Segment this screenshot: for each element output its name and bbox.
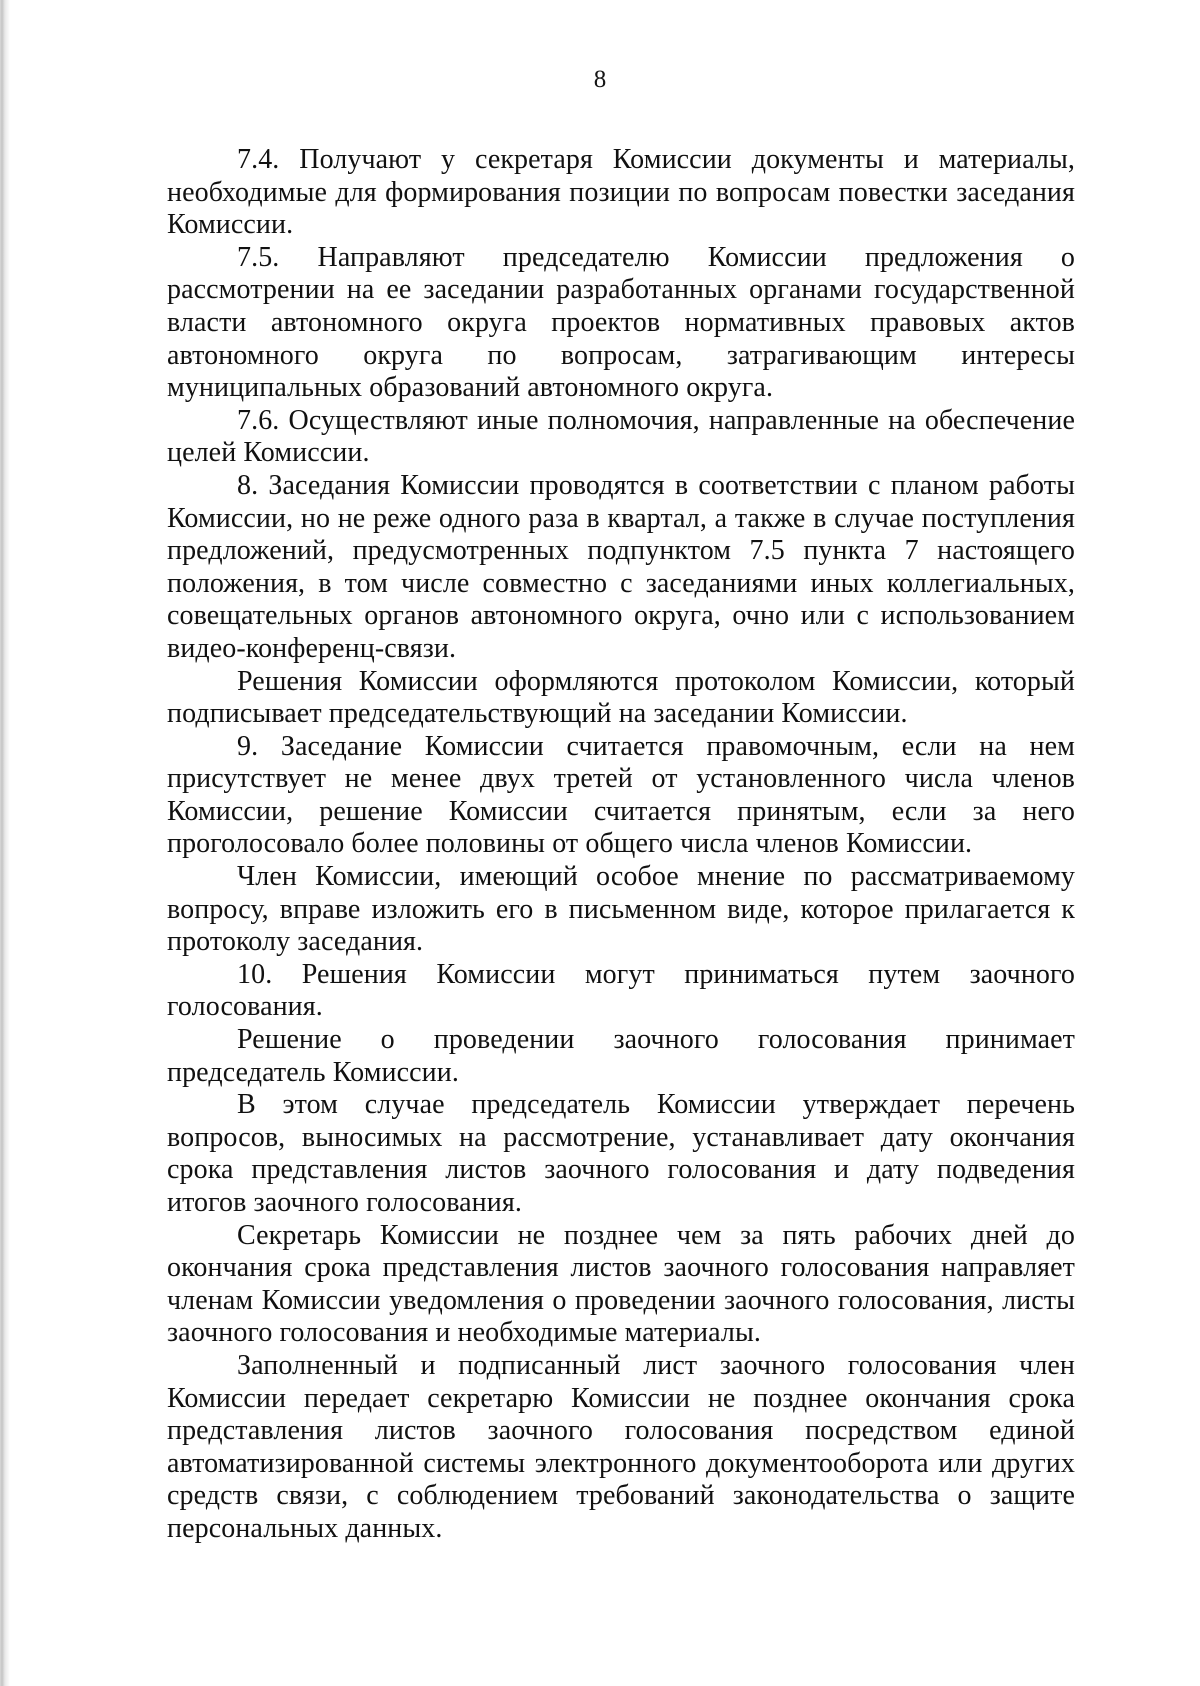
paragraph-8: 8. Заседания Комиссии проводятся в соответствии с планом работы Комиссии, но не реже одного раза в квартал, а также в случае поступления предложений, предусмотренных подпунктом 7.5 пункта 7 настоящего положения, в том числе совместно с заседаниями иных коллегиальных, совещательных органов автономного округа, очно или с использованием видео-конференц-связи. (167, 469, 1075, 664)
paragraph-10-chairman: В этом случае председатель Комиссии утверждает перечень вопросов, выносимых на рассмотрение, устанавливает дату окончания срока представления листов заочного голосования и дату подведения итогов заочного голосования. (167, 1089, 1075, 1218)
paragraph-7-6: 7.6. Осуществляют иные полномочия, направленные на обеспечение целей Комиссии. (167, 404, 1075, 469)
paragraph-10-secretary: Секретарь Комиссии не позднее чем за пять рабочих дней до окончания срока представления листов заочного голосования направляет членам Комиссии уведомления о проведении заочного голосования, листы заочного голосования и необходимые материалы. (167, 1219, 1075, 1349)
paragraph-9-dissent: Член Комиссии, имеющий особое мнение по рассматриваемому вопросу, вправе изложить его в письменном виде, которое прилагается к протоколу заседания. (167, 861, 1075, 958)
paragraph-10: 10. Решения Комиссии могут приниматься путем заочного голосования. (167, 958, 1075, 1023)
paragraph-9: 9. Заседание Комиссии считается правомочным, если на нем присутствует не менее двух третей от установленного числа членов Комиссии, решение Комиссии считается принятым, если за него проголосовало более половины от общего числа членов Комиссии. (167, 730, 1075, 860)
paragraph-8-decisions: Решения Комиссии оформляются протоколом Комиссии, который подписывает председательствующий на заседании Комиссии. (167, 665, 1075, 730)
document-body (167, 144, 1075, 1546)
paragraph-10-decision: Решение о проведении заочного голосования принимает председатель Комиссии. (167, 1024, 1075, 1088)
paragraph-10-ballot: Заполненный и подписанный лист заочного голосования член Комиссии передает секретарю Комиссии не позднее окончания срока представления листов заочного голосования посредством единой автоматизированной системы электронного документооборота или других средств связи, с соблюдением требований законодательства о защите персональных данных. (167, 1349, 1075, 1544)
page-number: 8 (593, 66, 607, 93)
scan-edge (0, 0, 10, 1686)
paragraph-7-4: 7.4. Получают у секретаря Комиссии документы и материалы, необходимые для формирования позиции по вопросам повестки заседания Комиссии. (167, 144, 1075, 241)
paragraph-7-5: 7.5. Направляют председателю Комиссии предложения о рассмотрении на ее заседании разработанных органами государственной власти автономного округа проектов нормативных правовых актов автономного округа по вопросам, затрагивающим интересы муниципальных образований автономного округа. (167, 241, 1075, 404)
